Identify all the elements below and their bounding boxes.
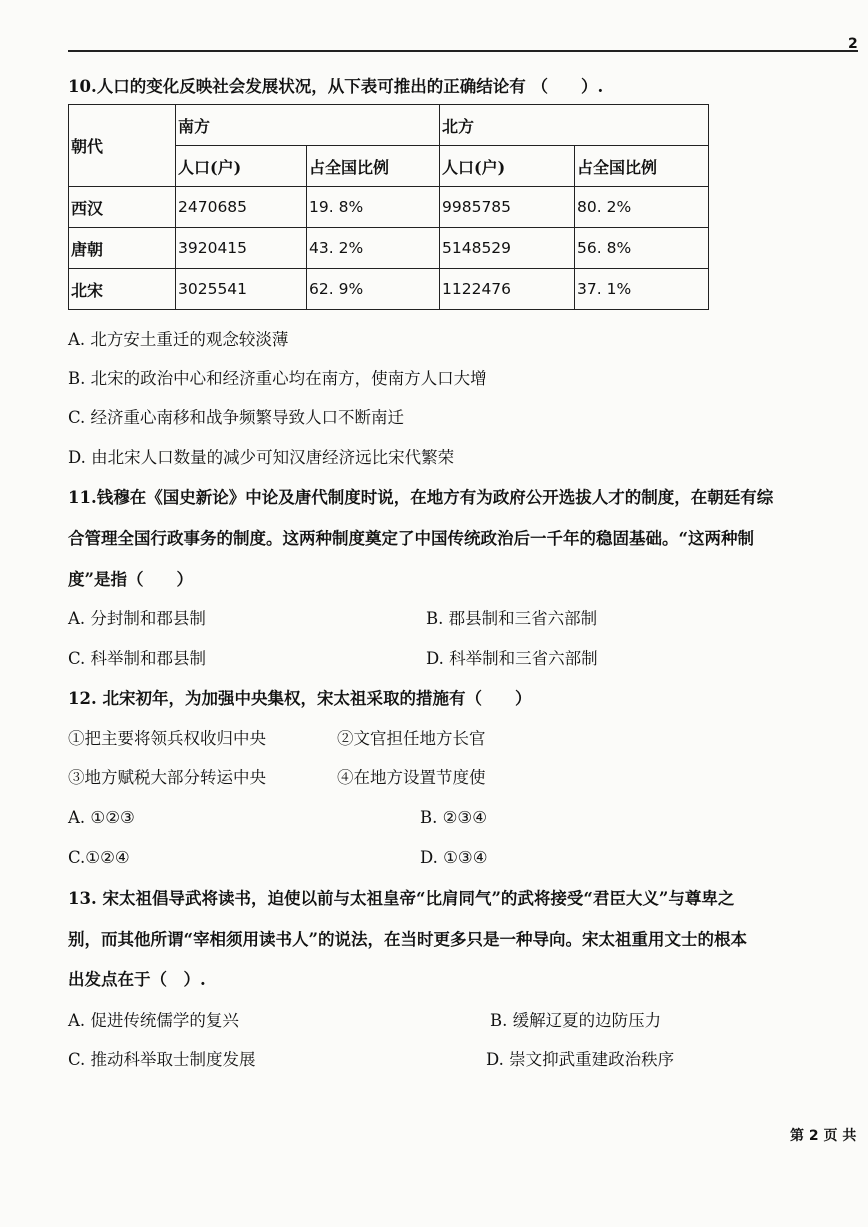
q12-option-c: C.①②④: [68, 848, 130, 867]
sub-north-pop: 人口(户): [440, 146, 575, 187]
q10-option-a: A. 北方安土重迁的观念较淡薄: [68, 330, 289, 349]
q13-option-a: A. 促进传统儒学的复兴: [68, 1011, 239, 1030]
table-row: [69, 269, 709, 310]
table-row: [69, 187, 709, 228]
q12-item-4: ④在地方设置节度使: [337, 768, 486, 787]
q13-option-d: D. 崇文抑武重建政治秩序: [486, 1050, 675, 1069]
q11-option-c: C. 科举制和郡县制: [68, 649, 207, 668]
cell-north-ratio: 56. 8%: [575, 228, 709, 269]
page-number: 2: [848, 36, 858, 52]
q12-stem: 12. 北宋初年，为加强中央集权，宋太祖采取的措施有（ ）: [68, 689, 532, 708]
cell-south-pop: 3025541: [176, 269, 307, 310]
q10-option-c: C. 经济重心南移和战争频繁导致人口不断南迁: [68, 408, 405, 427]
cell-north-ratio: 37. 1%: [575, 269, 709, 310]
q12-option-a: A. ①②③: [68, 808, 135, 827]
q11-option-a: A. 分封制和郡县制: [68, 609, 206, 628]
q10-option-b: B. 北宋的政治中心和经济重心均在南方，使南方人口大增: [68, 369, 487, 388]
sub-north-ratio: 占全国比例: [575, 146, 709, 187]
cell-north-pop: 5148529: [440, 228, 575, 269]
q12-option-d: D. ①③④: [420, 848, 488, 867]
q11-stem-line-3: 度”是指（ ）: [68, 570, 193, 589]
q13-stem-line-1: 13. 宋太祖倡导武将读书，迫使以前与太祖皇帝“比肩同气”的武将接受“君臣大义”与尊卑之: [68, 889, 735, 908]
sub-south-pop: 人口(户): [176, 146, 307, 187]
q12-option-b: B. ②③④: [420, 808, 487, 827]
q11-option-d: D. 科举制和三省六部制: [426, 649, 598, 668]
table-header-row: [69, 105, 709, 146]
cell-south-pop: 3920415: [176, 228, 307, 269]
header-rule: [68, 50, 858, 52]
cell-dynasty: 唐朝: [69, 228, 176, 269]
q13-option-c: C. 推动科举取士制度发展: [68, 1050, 256, 1069]
q13-stem-line-3: 出发点在于（ ）.: [68, 970, 206, 989]
q12-item-1: ①把主要将领兵权收归中央: [68, 729, 266, 748]
q11-stem-line-2: 合管理全国行政事务的制度。这两种制度奠定了中国传统政治后一千年的稳固基础。“这两种制: [68, 529, 754, 548]
cell-south-pop: 2470685: [176, 187, 307, 228]
cell-dynasty: 北宋: [69, 269, 176, 310]
cell-south-ratio: 62. 9%: [307, 269, 440, 310]
population-table: [68, 104, 709, 310]
col-north: 北方: [440, 105, 709, 146]
cell-south-ratio: 19. 8%: [307, 187, 440, 228]
q13-option-b: B. 缓解辽夏的边防压力: [490, 1011, 662, 1030]
q12-item-3: ③地方赋税大部分转运中央: [68, 768, 266, 787]
cell-dynasty: 西汉: [69, 187, 176, 228]
sub-south-ratio: 占全国比例: [307, 146, 440, 187]
cell-north-ratio: 80. 2%: [575, 187, 709, 228]
cell-north-pop: 1122476: [440, 269, 575, 310]
cell-north-pop: 9985785: [440, 187, 575, 228]
q10-option-d: D. 由北宋人口数量的减少可知汉唐经济远比宋代繁荣: [68, 448, 455, 467]
cell-south-ratio: 43. 2%: [307, 228, 440, 269]
page-footer: 第 2 页 共: [790, 1128, 857, 1144]
col-south: 南方: [176, 105, 440, 146]
q13-stem-line-2: 别，而其他所谓“宰相须用读书人”的说法，在当时更多只是一种导向。宋太祖重用文士的根本: [68, 930, 747, 949]
table-row: [69, 228, 709, 269]
col-dynasty: 朝代: [69, 105, 176, 187]
q11-stem-line-1: 11.钱穆在《国史新论》中论及唐代制度时说，在地方有为政府公开选拔人才的制度，在朝廷有综: [68, 488, 774, 507]
q11-option-b: B. 郡县制和三省六部制: [426, 609, 598, 628]
q10-stem: 10.人口的变化反映社会发展状况，从下表可推出的正确结论有 （ ）.: [68, 77, 604, 96]
q12-item-2: ②文官担任地方长官: [337, 729, 486, 748]
